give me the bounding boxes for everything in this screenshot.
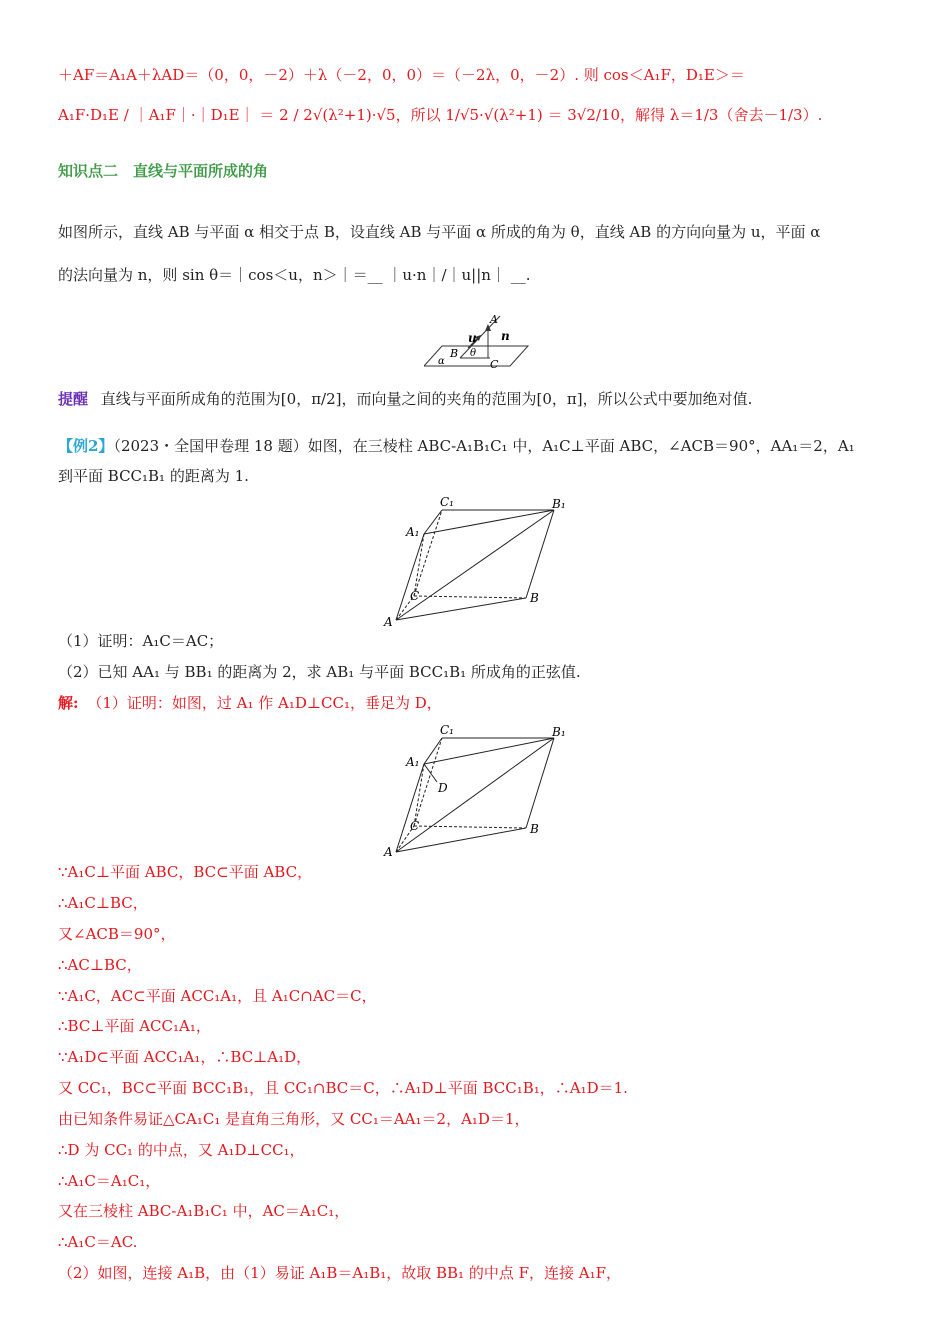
solution-step: 又在三棱柱 ABC-A₁B₁C₁ 中，AC＝A₁C₁，: [58, 1202, 350, 1220]
solution-step: ∴AC⊥BC，: [58, 956, 142, 974]
fig1-label-n: n: [501, 329, 510, 343]
solution-step: 又 CC₁，BC⊂平面 BCC₁B₁，且 CC₁∩BC＝C，∴A₁D⊥平面 BCC₁B₁，∴A₁D＝1.: [58, 1079, 628, 1097]
fig2-label-a: A: [384, 615, 393, 629]
fig1-label-u: u: [468, 331, 477, 345]
example-line-2: 到平面 BCC₁B₁ 的距离为 1.: [58, 467, 249, 485]
top-formula-line-1: ＋AF＝A₁A＋λAD＝（0，0，－2）＋λ（－2，0，0）＝（－2λ，0，－2）. 则 cos＜A₁F，D₁E＞＝: [58, 66, 745, 84]
fig1-label-c: C: [490, 358, 499, 371]
definition-line-1: 如图所示，直线 AB 与平面 α 相交于点 B，设直线 AB 与平面 α 所成的角为 θ，直线 AB 的方向向量为 u，平面 α: [58, 223, 821, 241]
fig1-label-alpha: α: [438, 356, 445, 367]
fig2-label-c: C: [410, 589, 420, 603]
reminder-text: 直线与平面所成角的范围为[0，π/2]，而向量之间的夹角的范围为[0，π]，所以公式中要加绝对值.: [100, 390, 753, 408]
fig3-label-a1: A₁: [406, 755, 420, 769]
solution-step: （2）如图，连接 A₁B，由（1）易证 A₁B＝A₁B₁，故取 BB₁ 的中点 F，连接 A₁F，: [58, 1264, 622, 1282]
solution-step: ∴A₁C＝A₁C₁，: [58, 1172, 161, 1190]
fig3-label-b1: B₁: [552, 725, 566, 739]
solution-step: ∵A₁C，AC⊂平面 ACC₁A₁，且 A₁C∩AC＝C，: [58, 987, 377, 1005]
reminder-tag: 提醒: [58, 390, 89, 408]
solution-step: 由已知条件易证△CA₁C₁ 是直角三角形，又 CC₁＝AA₁＝2，A₁D＝1，: [58, 1110, 530, 1128]
prism-figure-with-d: [380, 720, 580, 860]
fig1-label-b: B: [450, 347, 459, 360]
fig3-label-b: B: [530, 822, 539, 836]
solution-intro-line: [58, 692, 920, 714]
fig3-label-a: A: [384, 845, 393, 859]
line-plane-angle-figure: [424, 312, 530, 372]
solution-step: ∵A₁C⊥平面 ABC，BC⊂平面 ABC，: [58, 863, 313, 881]
reminder-line: [58, 388, 920, 410]
example-tag: 【例2】: [58, 437, 114, 455]
solution-step: ∴A₁C⊥BC，: [58, 894, 148, 912]
fig2-label-a1: A₁: [406, 525, 420, 539]
solution-step: ∵A₁D⊂平面 ACC₁A₁，∴BC⊥A₁D，: [58, 1048, 312, 1066]
solution-tag: 解:: [58, 694, 79, 712]
top-formula-line-2: A₁F·D₁E / ｜A₁F｜·｜D₁E｜ ＝ 2 / 2√(λ²+1)·√5，所以 1/√5·√(λ²+1) ＝ 3√2/10，解得 λ＝1/3（舍去－1/3）.: [58, 106, 823, 124]
fig1-label-a: A: [490, 313, 498, 326]
fig3-label-d: D: [438, 781, 448, 795]
question-1: （1）证明：A₁C＝AC；: [58, 632, 224, 650]
fig3-label-c: C: [410, 819, 420, 833]
solution-step: ∴A₁C＝AC.: [58, 1233, 138, 1251]
solution-step: 又∠ACB＝90°，: [58, 925, 176, 943]
fig2-label-b: B: [530, 591, 539, 605]
fig3-label-c1: C₁: [440, 723, 454, 737]
fig1-label-theta: θ: [470, 348, 477, 359]
example-line-1: [58, 435, 920, 457]
question-2: （2）已知 AA₁ 与 BB₁ 的距离为 2，求 AB₁ 与平面 BCC₁B₁ 所成角的正弦值.: [58, 663, 581, 681]
fig2-label-c1: C₁: [440, 495, 454, 509]
section-title: 知识点二 直线与平面所成的角: [58, 162, 269, 180]
solution-step: ∴D 为 CC₁ 的中点，又 A₁D⊥CC₁，: [58, 1141, 305, 1159]
fig2-label-b1: B₁: [552, 497, 566, 511]
solution-step: ∴BC⊥平面 ACC₁A₁，: [58, 1017, 211, 1035]
definition-line-2: 的法向量为 n，则 sin θ＝｜cos＜u，n＞｜＝__ ｜u·n｜/｜u||n｜ __.: [58, 266, 531, 284]
solution-intro: （1）证明：如图，过 A₁ 作 A₁D⊥CC₁，垂足为 D，: [87, 694, 442, 712]
example-text-1: （2023・全国甲卷理 18 题）如图，在三棱柱 ABC-A₁B₁C₁ 中，A₁C⊥平面 ABC，∠ACB＝90°，AA₁＝2，A₁: [113, 437, 855, 455]
prism-figure: [380, 492, 580, 632]
